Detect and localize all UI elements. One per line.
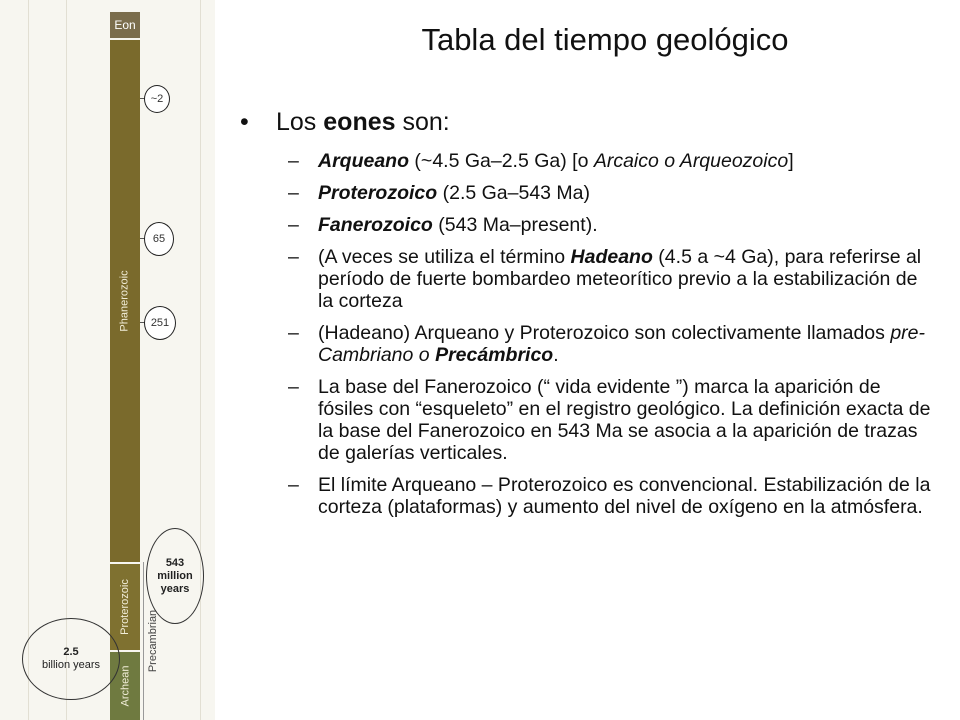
boundary-543-unit: million	[157, 569, 193, 582]
list-dash: –	[288, 150, 299, 172]
item-text: (A veces se utiliza el término	[318, 246, 571, 268]
item-text: (4.5 a ~4 Ga), para referirse al período de fuerte bombardeo meteorítico previo a la estabilización de la corteza	[318, 246, 922, 312]
archean-label: Archean	[119, 665, 132, 707]
item-text: ]	[788, 150, 794, 172]
item-text: La base del Fanerozoico (“ vida evidente ”) marca la aparición de fósiles con “esqueleto” en el registro geológico. La definición exacta de la base del Fanerozoico en 543 Ma se asocia a la aparición de trazas de galerías verticales.	[318, 376, 931, 464]
list-item-fanerozoico	[288, 214, 938, 236]
eon-header-label: Eon	[114, 18, 136, 32]
list-dash: –	[288, 246, 299, 268]
item-alt-names: Arcaico o Arqueozoico	[593, 150, 789, 172]
marker-bubble-65	[144, 222, 174, 256]
item-name: Hadeano	[570, 246, 653, 268]
item-text: (543 Ma–present).	[432, 214, 598, 236]
list-dash: –	[288, 474, 299, 496]
list-dash: –	[288, 182, 299, 204]
phanerozoic-band	[110, 40, 140, 562]
grid-line	[28, 0, 29, 720]
grid-line	[200, 0, 201, 720]
list-item-limite	[288, 474, 938, 518]
list-dash: –	[288, 376, 299, 398]
slide-title: Tabla del tiempo geológico	[421, 22, 789, 57]
marker-bubble-251	[144, 306, 176, 340]
bullet-prefix: Los	[276, 108, 324, 136]
item-text: El límite Arqueano – Proterozoico es convencional. Estabilización de la corteza (plataformas) y aumento del nivel de oxígeno en la atmósfera.	[318, 474, 931, 518]
eon-header	[110, 12, 140, 38]
item-text: (Hadeano) Arqueano y Proterozoico son colectivamente llamados	[318, 322, 891, 344]
item-text: (~4.5 Ga–2.5 Ga) [o	[409, 150, 594, 172]
boundary-bubble-2-5	[22, 618, 120, 700]
item-text: (2.5 Ga–543 Ma)	[437, 182, 591, 204]
list-item-hadeano	[288, 246, 938, 312]
item-name: Fanerozoico	[318, 214, 433, 236]
list-dash: –	[288, 322, 299, 344]
item-name: Precámbrico	[435, 344, 554, 366]
list-item-proterozoico	[288, 182, 938, 204]
boundary-25-unit: billion years	[41, 659, 101, 671]
main-bullet-text	[276, 108, 450, 137]
boundary-25-value: 2.5	[63, 646, 79, 658]
list-item-arqueano	[288, 150, 938, 172]
item-text: .	[553, 344, 559, 366]
marker-label: 251	[150, 317, 170, 329]
boundary-543-value: 543	[165, 556, 185, 569]
item-name: Proterozoico	[318, 182, 438, 204]
grid-line	[66, 0, 67, 720]
bullet-suffix: son:	[395, 108, 450, 136]
proterozoic-label: Proterozoic	[119, 579, 132, 635]
item-alt-names: pre-Cambriano o	[318, 322, 926, 366]
list-item-precambrico	[288, 322, 938, 366]
marker-label: 65	[152, 233, 166, 245]
precambrian-label: Precambrian	[147, 609, 160, 673]
phanerozoic-label: Phanerozoic	[119, 270, 131, 332]
bullet-dot: •	[240, 108, 249, 136]
list-item-fanerozoico-base	[288, 376, 938, 464]
proterozoic-band	[110, 564, 140, 650]
marker-bubble-2	[144, 85, 170, 113]
geologic-timescale-strip	[0, 0, 215, 720]
boundary-bubble-543	[146, 528, 204, 624]
boundary-543-unit2: years	[160, 582, 190, 595]
bullet-bold: eones	[323, 108, 396, 136]
eon-list	[288, 150, 938, 528]
item-name: Arqueano	[318, 150, 410, 172]
marker-label: ~2	[150, 93, 164, 105]
list-dash: –	[288, 214, 299, 236]
